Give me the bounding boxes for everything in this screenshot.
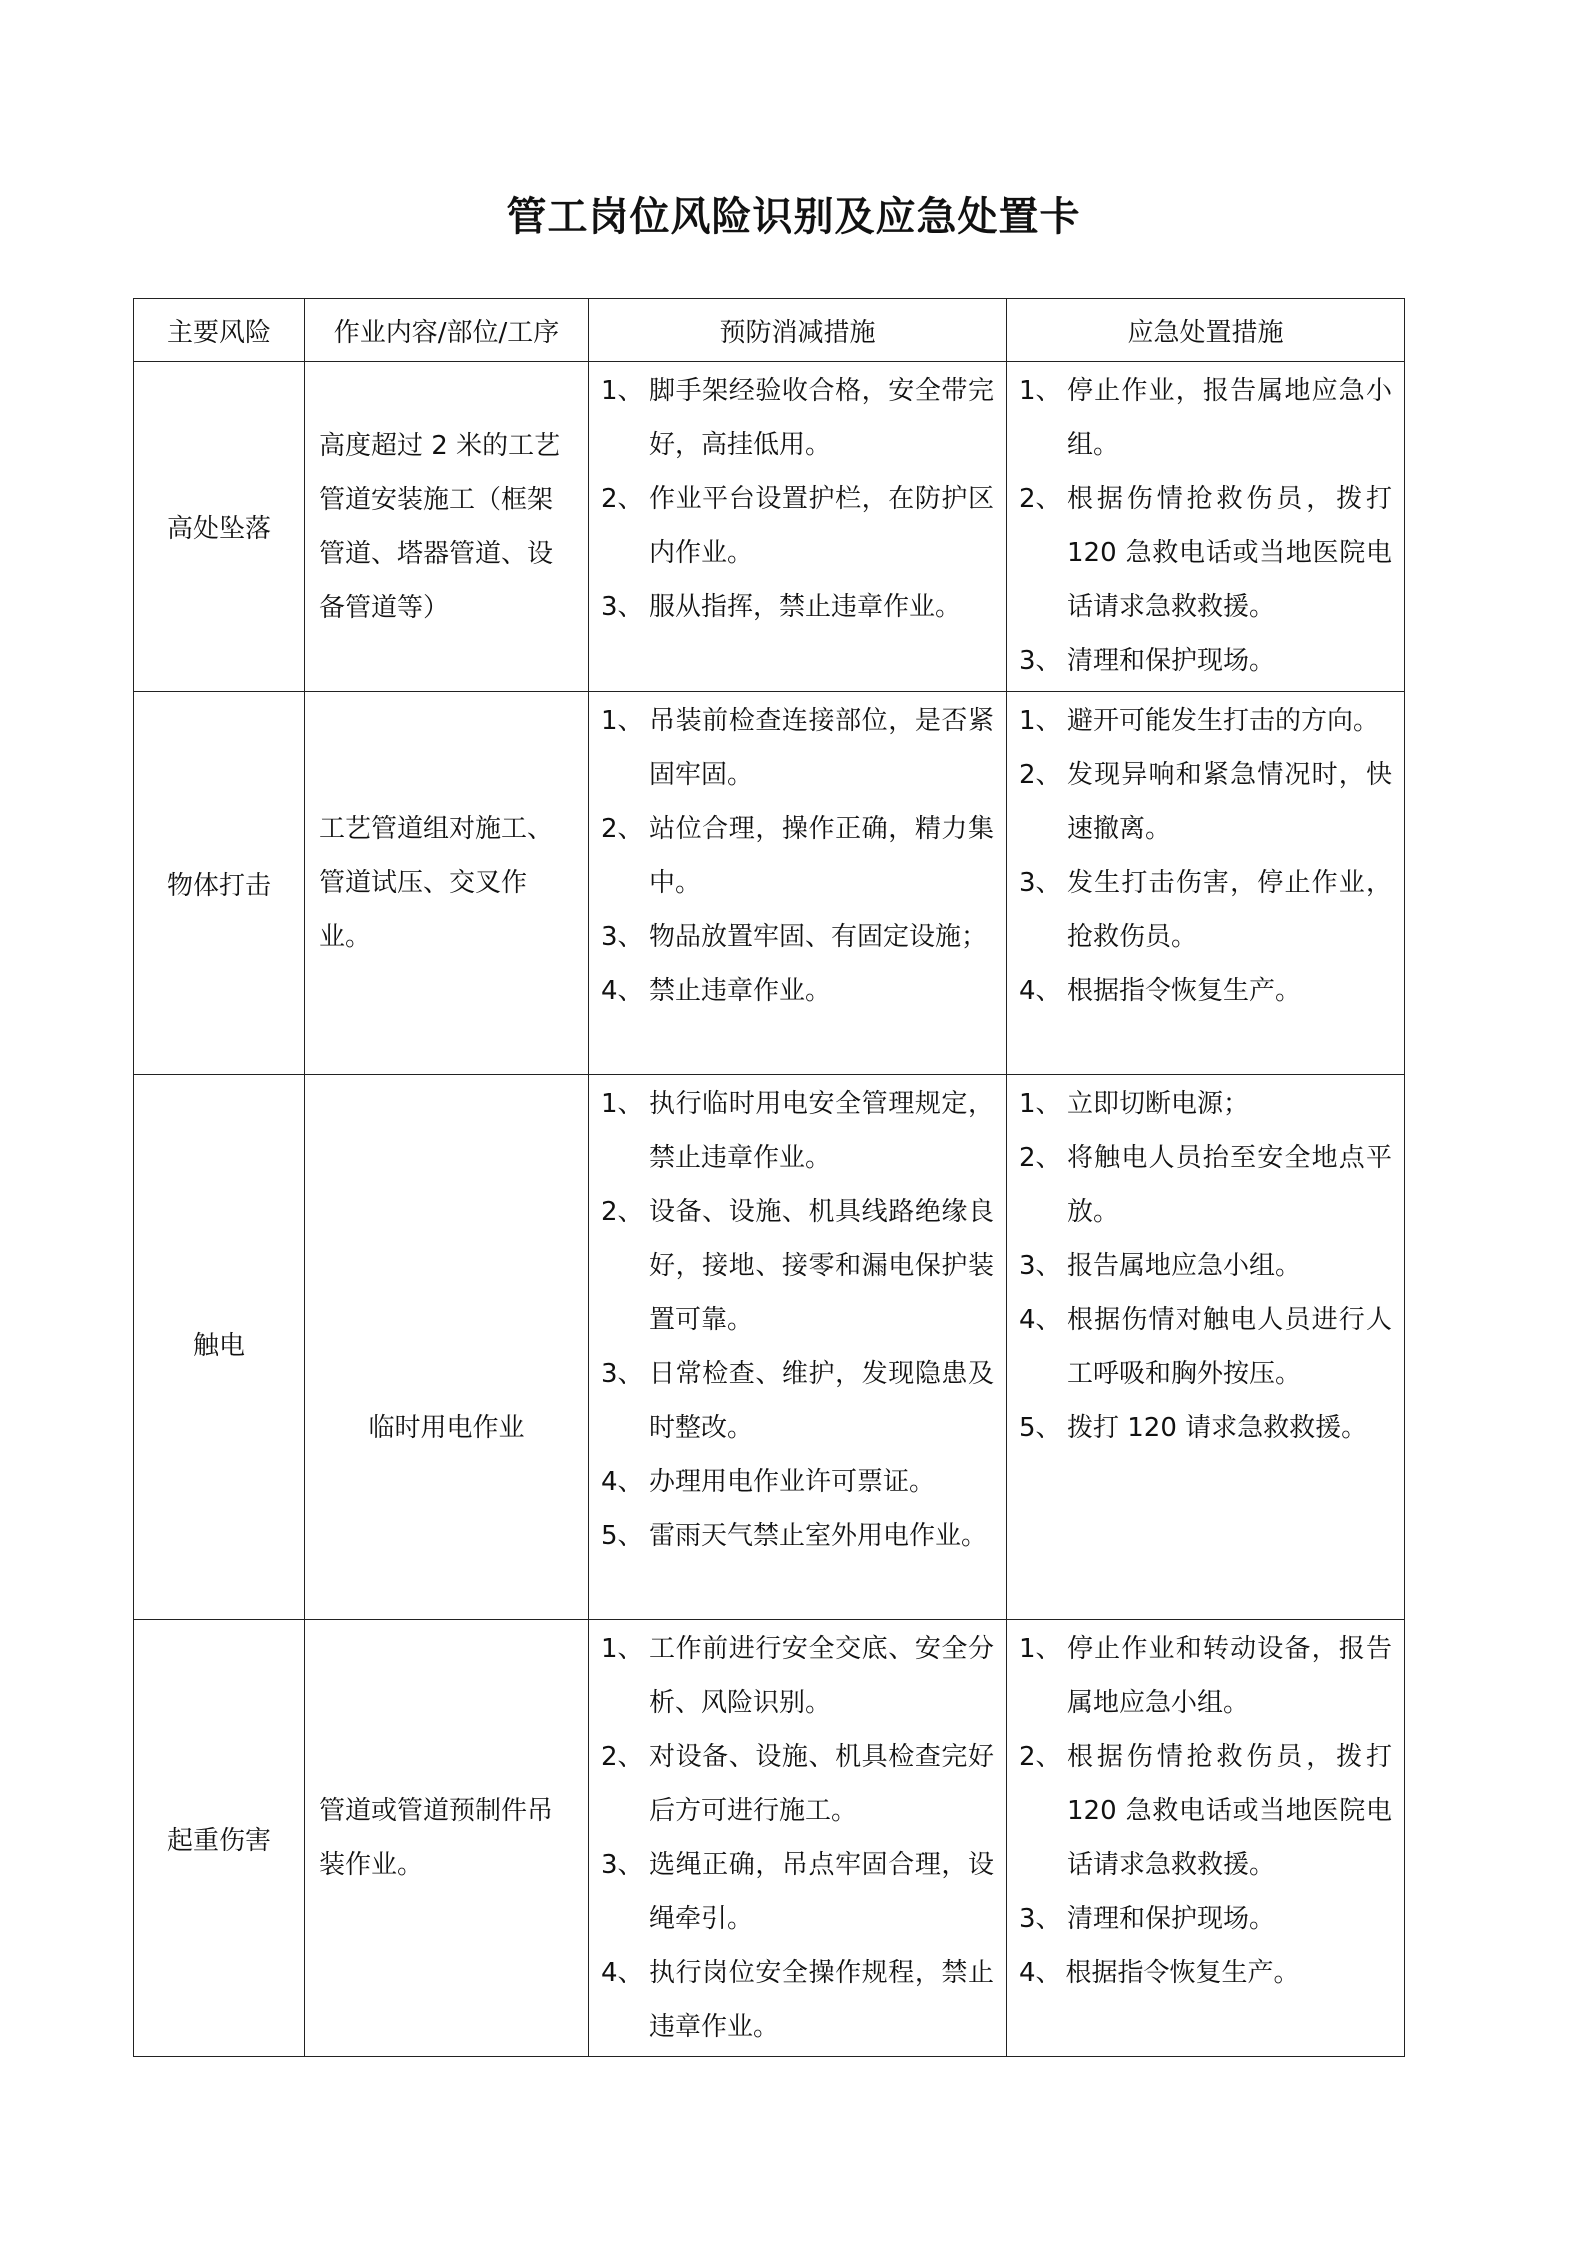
item-text: 根据伤情抢救伤员，拨打 120 急救电话或当地医院电话请求急救救援。: [1067, 1742, 1392, 1880]
item-number: 4、: [1019, 1305, 1062, 1335]
risk-table: [133, 298, 1405, 2057]
item-text: 发现异响和紧急情况时，快速撤离。: [1067, 760, 1392, 844]
list-item: [601, 1622, 994, 1730]
item-number: 4、: [601, 976, 644, 1006]
item-number: 3、: [601, 1359, 644, 1389]
list-item: [601, 1347, 994, 1455]
list-item: [1019, 1239, 1392, 1293]
item-number: 1、: [601, 1634, 644, 1664]
list-item: [601, 1838, 994, 1946]
item-text: 根据伤情对触电人员进行人工呼吸和胸外按压。: [1067, 1305, 1392, 1389]
page-title: 管工岗位风险识别及应急处置卡: [506, 193, 1081, 240]
list-item: [1019, 964, 1392, 1018]
item-text: 根据指令恢复生产。: [1067, 976, 1302, 1006]
item-number: 1、: [1019, 1634, 1062, 1664]
item-text: 雷雨天气禁止室外用电作业。: [649, 1521, 988, 1551]
item-text: 脚手架经验收合格，安全带完好，高挂低用。: [649, 376, 994, 460]
list-item: [601, 1730, 994, 1838]
item-text: 对设备、设施、机具检查完好后方可进行施工。: [649, 1742, 994, 1826]
risk-name: 起重伤害: [134, 1620, 305, 2057]
item-text: 选绳正确，吊点牢固合理，设绳牵引。: [649, 1850, 994, 1934]
risk-name: 物体打击: [134, 692, 305, 1075]
header-content: 作业内容/部位/工序: [305, 299, 589, 362]
table-row: [134, 362, 1405, 692]
list-item: [1019, 472, 1392, 634]
emergency-measures: [1007, 362, 1405, 692]
risk-name: 高处坠落: [134, 362, 305, 692]
item-number: 2、: [1019, 760, 1062, 790]
emergency-measures: [1007, 692, 1405, 1075]
item-number: 5、: [1019, 1413, 1062, 1443]
list-item: [1019, 1077, 1392, 1131]
prevent-measures: [589, 1620, 1007, 2057]
list-item: [601, 802, 994, 910]
list-item: [601, 580, 994, 634]
list-item: [1019, 1131, 1392, 1239]
item-text: 日常检查、维护，发现隐患及时整改。: [649, 1359, 994, 1443]
prevent-measures: [589, 362, 1007, 692]
table-row: [134, 1075, 1405, 1620]
item-text: 停止作业，报告属地应急小组。: [1067, 376, 1392, 460]
list-item: [601, 472, 994, 580]
item-number: 2、: [601, 1742, 644, 1772]
header-risk: 主要风险: [134, 299, 305, 362]
item-number: 3、: [601, 592, 644, 622]
item-number: 3、: [601, 922, 644, 952]
item-text: 设备、设施、机具线路绝缘良好，接地、接零和漏电保护装置可靠。: [649, 1197, 994, 1335]
work-content: 工艺管道组对施工、管道试压、交叉作业。: [305, 692, 589, 1075]
table-row: [134, 1620, 1405, 2057]
list-item: [1019, 1622, 1392, 1730]
emergency-measures: [1007, 1620, 1405, 2057]
item-number: 1、: [1019, 376, 1062, 406]
item-text: 执行临时用电安全管理规定，禁止违章作业。: [649, 1089, 994, 1173]
list-item: [601, 1185, 994, 1347]
item-number: 2、: [601, 1197, 644, 1227]
item-text: 立即切断电源；: [1067, 1089, 1250, 1119]
item-text: 工作前进行安全交底、安全分析、风险识别。: [649, 1634, 994, 1718]
list-item: [1019, 1892, 1392, 1946]
list-item: [601, 964, 994, 1018]
list-item: [601, 1455, 994, 1509]
item-text: 禁止违章作业。: [649, 976, 832, 1006]
item-text: 报告属地应急小组。: [1067, 1251, 1302, 1281]
item-number: 4、: [1019, 1958, 1062, 1988]
risk-name: [134, 1075, 305, 1620]
header-prevent: 预防消减措施: [589, 299, 1007, 362]
item-text: 避开可能发生打击的方向。: [1067, 706, 1380, 736]
work-content: 临时用电作业: [305, 1075, 589, 1620]
item-number: 3、: [1019, 1904, 1062, 1934]
list-item: [1019, 1730, 1392, 1892]
list-item: [601, 364, 994, 472]
list-item: [1019, 1401, 1392, 1455]
item-text: 物品放置牢固、有固定设施；: [649, 922, 988, 952]
item-number: 4、: [601, 1467, 644, 1497]
item-number: 1、: [1019, 706, 1062, 736]
work-content: 管道或管道预制件吊装作业。: [305, 1620, 589, 2057]
list-item: [601, 1509, 994, 1563]
item-text: 根据指令恢复生产。: [1065, 1958, 1300, 1988]
item-text: 发生打击伤害，停止作业，抢救伤员。: [1067, 868, 1392, 952]
item-number: 1、: [601, 376, 644, 406]
item-number: 2、: [601, 484, 644, 514]
item-number: 3、: [1019, 1251, 1062, 1281]
item-text: 站位合理，操作正确，精力集中。: [649, 814, 994, 898]
item-number: 4、: [601, 1958, 644, 1988]
item-number: 2、: [601, 814, 644, 844]
item-number: 3、: [601, 1850, 644, 1880]
item-number: 3、: [1019, 868, 1062, 898]
emergency-measures: [1007, 1075, 1405, 1620]
list-item: [601, 694, 994, 802]
item-text: 服从指挥，禁止违章作业。: [649, 592, 962, 622]
prevent-measures: [589, 692, 1007, 1075]
item-text: 吊装前检查连接部位，是否紧固牢固。: [649, 706, 994, 790]
list-item: [1019, 364, 1392, 472]
list-item: [1019, 748, 1392, 856]
item-number: 3、: [1019, 646, 1062, 676]
item-text: 将触电人员抬至安全地点平放。: [1067, 1143, 1392, 1227]
item-text: 作业平台设置护栏，在防护区内作业。: [649, 484, 994, 568]
item-number: 1、: [601, 706, 644, 736]
risk-name-text: 触电: [192, 1331, 245, 1361]
list-item: [1019, 1946, 1392, 2000]
list-item: [601, 1946, 994, 2054]
header-row: [134, 299, 1405, 362]
table-row: [134, 692, 1405, 1075]
header-emergency: 应急处置措施: [1007, 299, 1405, 362]
item-number: 2、: [1019, 1742, 1062, 1772]
item-text: 执行岗位安全操作规程，禁止违章作业。: [649, 1958, 994, 2042]
item-number: 1、: [1019, 1089, 1062, 1119]
list-item: [601, 910, 994, 964]
item-text: 清理和保护现场。: [1067, 646, 1276, 676]
item-number: 1、: [601, 1089, 644, 1119]
item-text: 拨打 120 请求急救救援。: [1067, 1413, 1368, 1443]
item-text: 根据伤情抢救伤员，拨打 120 急救电话或当地医院电话请求急救救援。: [1067, 484, 1392, 622]
list-item: [601, 1077, 994, 1185]
item-text: 办理用电作业许可票证。: [649, 1467, 936, 1497]
item-number: 5、: [601, 1521, 644, 1551]
item-number: 2、: [1019, 1143, 1062, 1173]
list-item: [1019, 856, 1392, 964]
item-number: 4、: [1019, 976, 1062, 1006]
item-text: 停止作业和转动设备，报告属地应急小组。: [1067, 1634, 1392, 1718]
item-text: 清理和保护现场。: [1067, 1904, 1276, 1934]
list-item: [1019, 1293, 1392, 1401]
list-item: [1019, 634, 1392, 688]
item-number: 2、: [1019, 484, 1062, 514]
work-content: 高度超过 2 米的工艺管道安装施工（框架管道、塔器管道、设备管道等）: [305, 362, 589, 692]
prevent-measures: [589, 1075, 1007, 1620]
list-item: [1019, 694, 1392, 748]
